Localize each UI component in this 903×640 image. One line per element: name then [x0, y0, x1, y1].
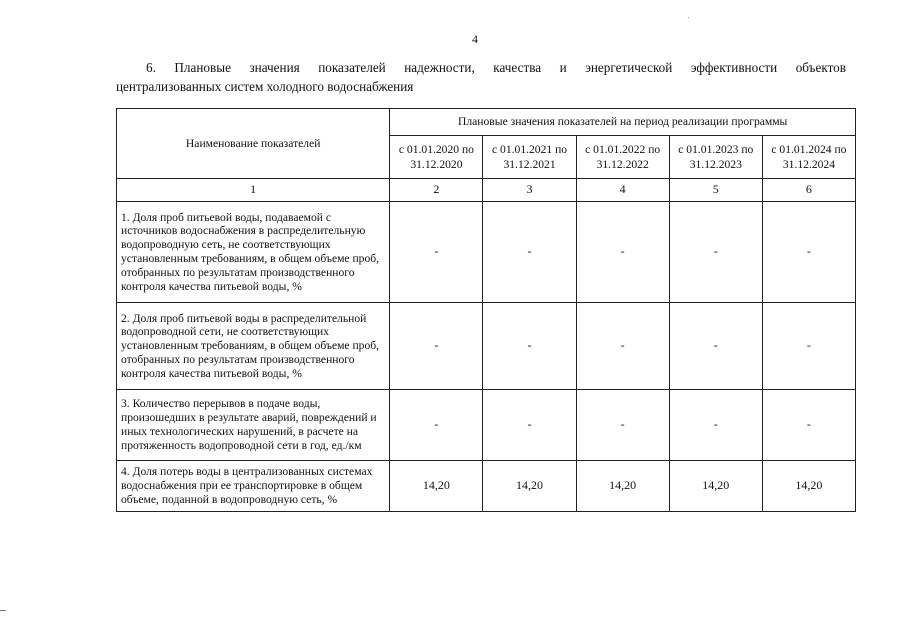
table-row	[117, 202, 856, 303]
indicator-value: 14,20	[576, 461, 669, 512]
indicator-value: -	[669, 390, 762, 461]
indicator-value: -	[762, 390, 855, 461]
column-number: 2	[390, 179, 483, 202]
indicator-value: -	[762, 303, 855, 390]
indicator-value: 14,20	[390, 461, 483, 512]
column-number-row	[117, 179, 856, 202]
scan-speck	[688, 17, 689, 18]
indicator-value: -	[576, 390, 669, 461]
column-number: 3	[483, 179, 576, 202]
indicators-table	[116, 108, 856, 512]
table-row	[117, 461, 856, 512]
indicator-value: -	[483, 202, 576, 303]
column-number: 5	[669, 179, 762, 202]
period-header-2023: с 01.01.2023 по 31.12.2023	[669, 136, 762, 179]
period-header-2021: с 01.01.2021 по 31.12.2021	[483, 136, 576, 179]
table-header-row	[117, 109, 856, 136]
column-number: 4	[576, 179, 669, 202]
column-number: 6	[762, 179, 855, 202]
period-header-2022: с 01.01.2022 по 31.12.2022	[576, 136, 669, 179]
section-heading-line-2: централизованных систем холодного водоснабжения	[116, 79, 414, 94]
indicator-value: 14,20	[669, 461, 762, 512]
table-row	[117, 390, 856, 461]
period-header-2020: с 01.01.2020 по 31.12.2020	[390, 136, 483, 179]
period-header-2024: с 01.01.2024 по 31.12.2024	[762, 136, 855, 179]
section-heading	[116, 58, 846, 96]
indicator-value: -	[762, 202, 855, 303]
table-row	[117, 303, 856, 390]
indicator-value: -	[669, 202, 762, 303]
indicator-name: 2. Доля проб питьевой воды в распределительной водопроводной сети, не соответствующих установленным требованиям, в общем объеме проб, отобранных по результатам производственного контроля качества питьевой воды, %	[117, 303, 390, 390]
indicator-value: -	[576, 303, 669, 390]
period-group-header: Плановые значения показателей на период реализации программы	[390, 109, 856, 136]
section-heading-line-1: 6. Плановые значения показателей надежности, качества и энергетической эффективности объектов	[146, 60, 846, 75]
indicator-value: -	[669, 303, 762, 390]
indicator-value: -	[483, 303, 576, 390]
indicator-name: 4. Доля потерь воды в централизованных системах водоснабжения при ее транспортировке в общем объеме, поданной в водопроводную сеть, %	[117, 461, 390, 512]
indicator-value: 14,20	[762, 461, 855, 512]
indicator-value: -	[483, 390, 576, 461]
indicator-value: -	[390, 390, 483, 461]
indicator-value: -	[390, 202, 483, 303]
indicator-value: -	[576, 202, 669, 303]
scan-edge-mark	[0, 610, 6, 611]
indicator-value: -	[390, 303, 483, 390]
indicator-name-header: Наименование показателей	[117, 109, 390, 179]
indicator-name: 3. Количество перерывов в подаче воды, произошедших в результате аварий, повреждений и иных технологических нарушений, в расчете на протяженность водопроводной сети в год, ед./км	[117, 390, 390, 461]
indicator-name: 1. Доля проб питьевой воды, подаваемой с источников водоснабжения в распределительную водопроводную сеть, не соответствующих установленным требованиям, в общем объеме проб, отобранных по результатам производственного контроля качества питьевой воды, %	[117, 202, 390, 303]
page-number: 4	[472, 32, 478, 46]
column-number: 1	[117, 179, 390, 202]
indicator-value: 14,20	[483, 461, 576, 512]
